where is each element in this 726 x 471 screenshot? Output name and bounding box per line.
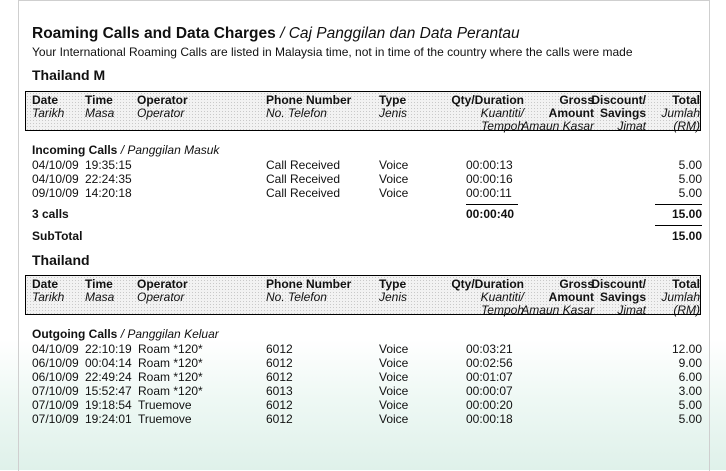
cell-operator: Roam *120*	[138, 356, 203, 370]
cell-total: 5.00	[678, 186, 702, 200]
cell-duration: 00:00:16	[466, 172, 513, 186]
header-time: Time Masa	[85, 93, 115, 120]
cell-date: 06/10/09	[32, 370, 79, 384]
cell-duration: 00:00:13	[466, 158, 513, 172]
cell-operator: Roam *120*	[138, 384, 203, 398]
cell-phone: 6013	[266, 384, 293, 398]
cell-duration: 00:00:18	[466, 412, 513, 426]
cell-phone: 6012	[266, 398, 293, 412]
header-qty: Qty/Duration Kuantiti/ Tempoh	[451, 93, 524, 133]
cell-total: 9.00	[678, 356, 702, 370]
table-row	[0, 186, 726, 200]
cell-type: Voice	[379, 384, 409, 398]
cell-date: 04/10/09	[32, 172, 79, 186]
table-row	[0, 384, 726, 398]
cell-time: 19:18:54	[85, 398, 132, 412]
cell-total: 3.00	[678, 384, 702, 398]
group-outgoing-calls: Outgoing Calls / Panggilan Keluar	[32, 327, 219, 341]
table-row	[0, 356, 726, 370]
cell-type: Voice	[379, 356, 409, 370]
page-title	[32, 25, 520, 43]
cell-type: Voice	[379, 370, 409, 384]
cell-duration: 00:00:07	[466, 384, 513, 398]
header-operator: Operator Operator	[137, 93, 188, 120]
cell-time: 15:52:47	[85, 384, 132, 398]
cell-total: 5.00	[678, 158, 702, 172]
header-time: Time Masa	[85, 277, 115, 304]
cell-duration: 00:01:07	[466, 370, 513, 384]
cell-time: 22:24:35	[85, 172, 132, 186]
subtotal-label: SubTotal	[32, 229, 83, 243]
cell-time: 22:49:24	[85, 370, 132, 384]
header-phone: Phone Number No. Telefon	[266, 277, 352, 304]
table-header	[25, 91, 701, 131]
cell-duration: 00:00:20	[466, 398, 513, 412]
cell-type: Voice	[379, 398, 409, 412]
section-title-thailand: Thailand	[32, 252, 90, 268]
duration-sum-line	[466, 204, 518, 205]
cell-date: 04/10/09	[32, 158, 79, 172]
calls-count: 3 calls	[32, 207, 69, 221]
cell-phone: 6012	[266, 342, 293, 356]
header-qty: Qty/Duration Kuantiti/ Tempoh	[451, 277, 524, 317]
header-total: Total Jumlah (RM)	[661, 277, 700, 317]
cell-type: Voice	[379, 412, 409, 426]
cell-time: 19:24:01	[85, 412, 132, 426]
table-row	[0, 398, 726, 412]
subtotal-value: 15.00	[671, 229, 702, 243]
cell-phone: 6012	[266, 370, 293, 384]
header-date: Date Tarikh	[32, 277, 65, 304]
table-row	[0, 342, 726, 356]
cell-time: 19:35:15	[85, 158, 132, 172]
cell-total: 5.00	[678, 398, 702, 412]
cell-date: 09/10/09	[32, 186, 79, 200]
cell-phone: Call Received	[266, 186, 341, 200]
header-type: Type Jenis	[379, 277, 408, 304]
cell-duration: 00:02:56	[466, 356, 513, 370]
cell-type: Voice	[379, 158, 409, 172]
header-operator: Operator Operator	[137, 277, 188, 304]
table-row	[0, 412, 726, 426]
cell-operator: Roam *120*	[138, 342, 203, 356]
cell-total: 5.00	[678, 412, 702, 426]
header-date: Date Tarikh	[32, 93, 65, 120]
table-row	[0, 172, 726, 186]
header-total: Total Jumlah (RM)	[661, 93, 700, 133]
cell-duration: 00:03:21	[466, 342, 513, 356]
cell-type: Voice	[379, 186, 409, 200]
cell-date: 06/10/09	[32, 356, 79, 370]
header-discount: Discount/ Savings Jimat	[591, 93, 646, 133]
page-subtitle: Your International Roaming Calls are listed in Malaysia time, not in time of the country where the calls were made	[32, 45, 633, 59]
table-row	[0, 158, 726, 172]
table-header	[25, 275, 701, 315]
header-type: Type Jenis	[379, 93, 408, 120]
title-en: Roaming Calls and Data Charges	[32, 25, 276, 42]
cell-phone: Call Received	[266, 172, 341, 186]
header-gross: Gross Amount Amaun Kasar	[521, 93, 594, 133]
calls-duration: 00:00:40	[466, 207, 515, 221]
calls-summary-row	[0, 207, 726, 221]
cell-time: 14:20:18	[85, 186, 132, 200]
cell-total: 12.00	[671, 342, 702, 356]
cell-date: 07/10/09	[32, 398, 79, 412]
cell-total: 5.00	[678, 172, 702, 186]
section-title-thailand-m: Thailand M	[32, 67, 106, 83]
calls-total: 15.00	[671, 207, 702, 221]
cell-operator: Truemove	[138, 398, 192, 412]
cell-time: 22:10:19	[85, 342, 132, 356]
cell-date: 04/10/09	[32, 342, 79, 356]
header-discount: Discount/ Savings Jimat	[591, 277, 646, 317]
subtotal-line	[655, 225, 702, 226]
cell-type: Voice	[379, 172, 409, 186]
group-incoming-calls: Incoming Calls / Panggilan Masuk	[32, 143, 220, 157]
cell-phone: 6012	[266, 356, 293, 370]
header-phone: Phone Number No. Telefon	[266, 93, 352, 120]
cell-type: Voice	[379, 342, 409, 356]
subtotal-row	[0, 229, 726, 243]
cell-date: 07/10/09	[32, 384, 79, 398]
cell-total: 6.00	[678, 370, 702, 384]
header-gross: Gross Amount Amaun Kasar	[521, 277, 594, 317]
total-sum-line	[655, 204, 702, 205]
title-ms: / Caj Panggilan dan Data Perantau	[280, 25, 520, 42]
table-row	[0, 370, 726, 384]
cell-date: 07/10/09	[32, 412, 79, 426]
cell-phone: 6012	[266, 412, 293, 426]
cell-operator: Truemove	[138, 412, 192, 426]
cell-time: 00:04:14	[85, 356, 132, 370]
cell-duration: 00:00:11	[466, 186, 512, 200]
cell-phone: Call Received	[266, 158, 341, 172]
cell-operator: Roam *120*	[138, 370, 203, 384]
